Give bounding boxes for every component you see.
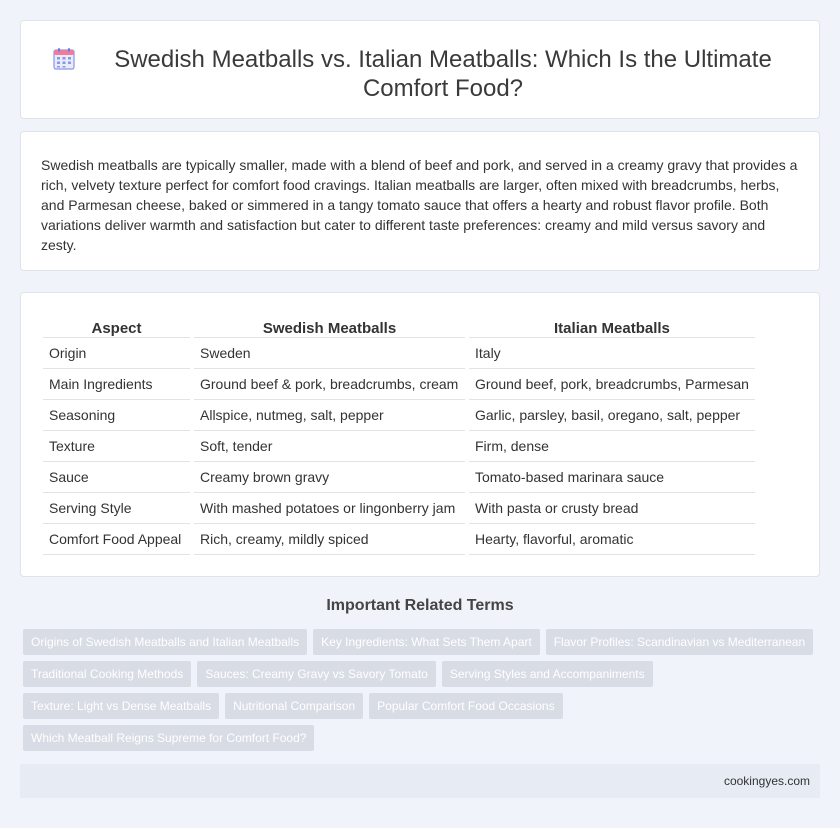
- header: [21, 21, 819, 103]
- comparison-table: [43, 318, 755, 555]
- related-term-tag[interactable]: Key Ingredients: What Sets Them Apart: [313, 629, 540, 655]
- related-terms-tags: [23, 629, 823, 757]
- intro-paragraph: Swedish meatballs are typically smaller, made with a blend of beef and pork, and served in a creamy gravy that provides a rich, velvety texture perfect for comfort food cravings. Italian meatballs are larger, often mixed with breadcrumbs, herbs, and Parmesan cheese, baked or simmered in a tangy tomato sauce that offers a hearty and robust flavor profile. Both variations deliver warmth and satisfaction but cater to different taste preferences: creamy and mild versus savory and zesty.: [41, 157, 798, 253]
- column-header-italian: Italian Meatballs: [469, 318, 755, 338]
- table-row: [43, 338, 755, 369]
- related-term-tag[interactable]: Nutritional Comparison: [225, 693, 363, 719]
- table-cell-italian: Garlic, parsley, basil, oregano, salt, pepper: [469, 400, 755, 431]
- header-card: [20, 20, 820, 119]
- table-row: [43, 400, 755, 431]
- related-terms-title: Important Related Terms: [326, 597, 514, 614]
- related-term-tag[interactable]: Sauces: Creamy Gravy vs Savory Tomato: [197, 661, 436, 687]
- related-term-tag[interactable]: Origins of Swedish Meatballs and Italian Meatballs: [23, 629, 307, 655]
- table-cell-aspect: Origin: [43, 338, 190, 369]
- table-cell-italian: Tomato-based marinara sauce: [469, 462, 755, 493]
- comparison-card: [20, 292, 820, 577]
- table-cell-aspect: Seasoning: [43, 400, 190, 431]
- table-row: [43, 524, 755, 555]
- related-term-tag[interactable]: Flavor Profiles: Scandinavian vs Mediterranean: [546, 629, 813, 655]
- table-cell-swedish: Allspice, nutmeg, salt, pepper: [194, 400, 465, 431]
- table-row: [43, 462, 755, 493]
- page-title: Swedish Meatballs vs. Italian Meatballs: Which Is the Ultimate Comfort Food?: [114, 46, 772, 102]
- table-row: [43, 431, 755, 462]
- table-cell-swedish: Ground beef & pork, breadcrumbs, cream: [194, 369, 465, 400]
- table-cell-italian: Hearty, flavorful, aromatic: [469, 524, 755, 555]
- related-term-tag[interactable]: Popular Comfort Food Occasions: [369, 693, 562, 719]
- tag-row: [23, 725, 823, 751]
- table-row: [43, 493, 755, 524]
- table-row: [43, 369, 755, 400]
- calendar-icon: [52, 45, 98, 76]
- table-cell-aspect: Sauce: [43, 462, 190, 493]
- related-term-tag[interactable]: Which Meatball Reigns Supreme for Comfort Food?: [23, 725, 314, 751]
- footer: [20, 764, 820, 798]
- table-cell-italian: Ground beef, pork, breadcrumbs, Parmesan: [469, 369, 755, 400]
- table-cell-swedish: With mashed potatoes or lingonberry jam: [194, 493, 465, 524]
- related-term-tag[interactable]: Texture: Light vs Dense Meatballs: [23, 693, 219, 719]
- column-header-swedish: Swedish Meatballs: [194, 318, 465, 338]
- table-cell-italian: Italy: [469, 338, 755, 369]
- tag-row: [23, 661, 823, 687]
- related-term-tag[interactable]: Serving Styles and Accompaniments: [442, 661, 653, 687]
- table-cell-swedish: Creamy brown gravy: [194, 462, 465, 493]
- column-header-aspect: Aspect: [43, 318, 190, 338]
- table-cell-swedish: Soft, tender: [194, 431, 465, 462]
- table-cell-italian: With pasta or crusty bread: [469, 493, 755, 524]
- table-cell-swedish: Rich, creamy, mildly spiced: [194, 524, 465, 555]
- tag-row: [23, 629, 823, 655]
- table-cell-swedish: Sweden: [194, 338, 465, 369]
- table-cell-aspect: Comfort Food Appeal: [43, 524, 190, 555]
- site-link[interactable]: cookingyes.com: [723, 774, 810, 788]
- related-term-tag[interactable]: Traditional Cooking Methods: [23, 661, 191, 687]
- table-cell-aspect: Main Ingredients: [43, 369, 190, 400]
- intro-card: [20, 131, 820, 271]
- table-cell-aspect: Serving Style: [43, 493, 190, 524]
- table-cell-aspect: Texture: [43, 431, 190, 462]
- table-header-row: [43, 318, 755, 338]
- table-cell-italian: Firm, dense: [469, 431, 755, 462]
- tag-row: [23, 693, 823, 719]
